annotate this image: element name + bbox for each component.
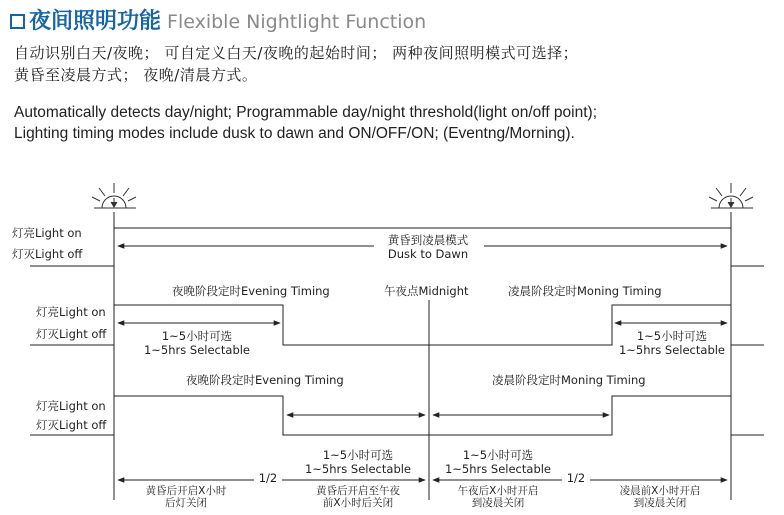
row2-evening-label: 夜晚阶段定时Evening Timing	[172, 284, 330, 298]
row3-light-off-label: 灯灭Light off	[36, 418, 107, 432]
row1-light-off-label: 灯灭Light off	[12, 247, 83, 261]
intro-en-line2: Lighting timing modes include dusk to dawn and ON/OFF/ON; (Eventng/Morning).	[14, 125, 575, 142]
row2-morning-label: 凌晨阶段定时Moning Timing	[508, 284, 662, 298]
row2-light-on-label: 灯亮Light on	[36, 305, 106, 319]
row1-light-on-label: 灯亮Light on	[12, 226, 82, 240]
row1-mode-zh: 黄昏到凌晨模式	[387, 233, 469, 247]
intro-en-line1: Automatically detects day/night; Programmable day/night threshold(light on/off point);	[14, 104, 598, 121]
row3-half-right: 1/2	[566, 471, 586, 485]
bottom-label-1-line1: 黄昏后开启X小时	[145, 485, 227, 497]
title-en: Flexible Nightlight Function	[167, 11, 427, 33]
bottom-label-2-line1: 黄昏后开启至午夜	[316, 485, 400, 497]
bottom-label-1-line2: 后灯关闭	[165, 497, 207, 509]
row3-selectable-left-en: 1~5hrs Selectable	[304, 462, 412, 476]
row2-selectable-right-zh: 1~5小时可选	[636, 329, 708, 343]
bottom-label-3-line1: 午夜后X小时开启	[457, 485, 539, 497]
row2-selectable-left-en: 1~5hrs Selectable	[143, 343, 251, 357]
sunrise-icon	[709, 183, 753, 208]
sunset-icon	[92, 183, 136, 208]
intro-zh-line1: 自动识别白天/夜晚； 可自定义白天/夜晚的起始时间； 两种夜间照明模式可选择；	[14, 44, 579, 62]
row2-light-off-label: 灯灭Light off	[36, 327, 107, 341]
row3-selectable-right-en: 1~5hrs Selectable	[444, 462, 552, 476]
row3-morning-label: 凌晨阶段定时Moning Timing	[492, 373, 646, 387]
bottom-label-4-line2: 到凌晨关闭	[633, 497, 687, 509]
row3-half-left: 1/2	[258, 471, 278, 485]
row2-midnight-label: 午夜点Midnight	[384, 284, 469, 298]
row3-evening-label: 夜晚阶段定时Evening Timing	[186, 373, 344, 387]
row3-selectable-left-zh: 1~5小时可选	[322, 448, 394, 462]
bottom-label-2-line2: 前X小时后关闭	[322, 497, 394, 509]
row2-selectable-left-zh: 1~5小时可选	[161, 329, 233, 343]
row3-light-on-label: 灯亮Light on	[36, 399, 106, 413]
title-zh: 夜间照明功能	[29, 9, 162, 34]
row2-selectable-right-en: 1~5hrs Selectable	[618, 343, 726, 357]
intro-zh-line2: 黄昏至凌晨方式； 夜晚/清晨方式。	[14, 66, 258, 84]
row3-selectable-right-zh: 1~5小时可选	[462, 448, 534, 462]
bottom-label-3-line2: 到凌晨关闭	[471, 497, 525, 509]
row1-mode-en: Dusk to Dawn	[387, 247, 469, 261]
bottom-label-4-line1: 凌晨前X小时开启	[619, 485, 701, 497]
